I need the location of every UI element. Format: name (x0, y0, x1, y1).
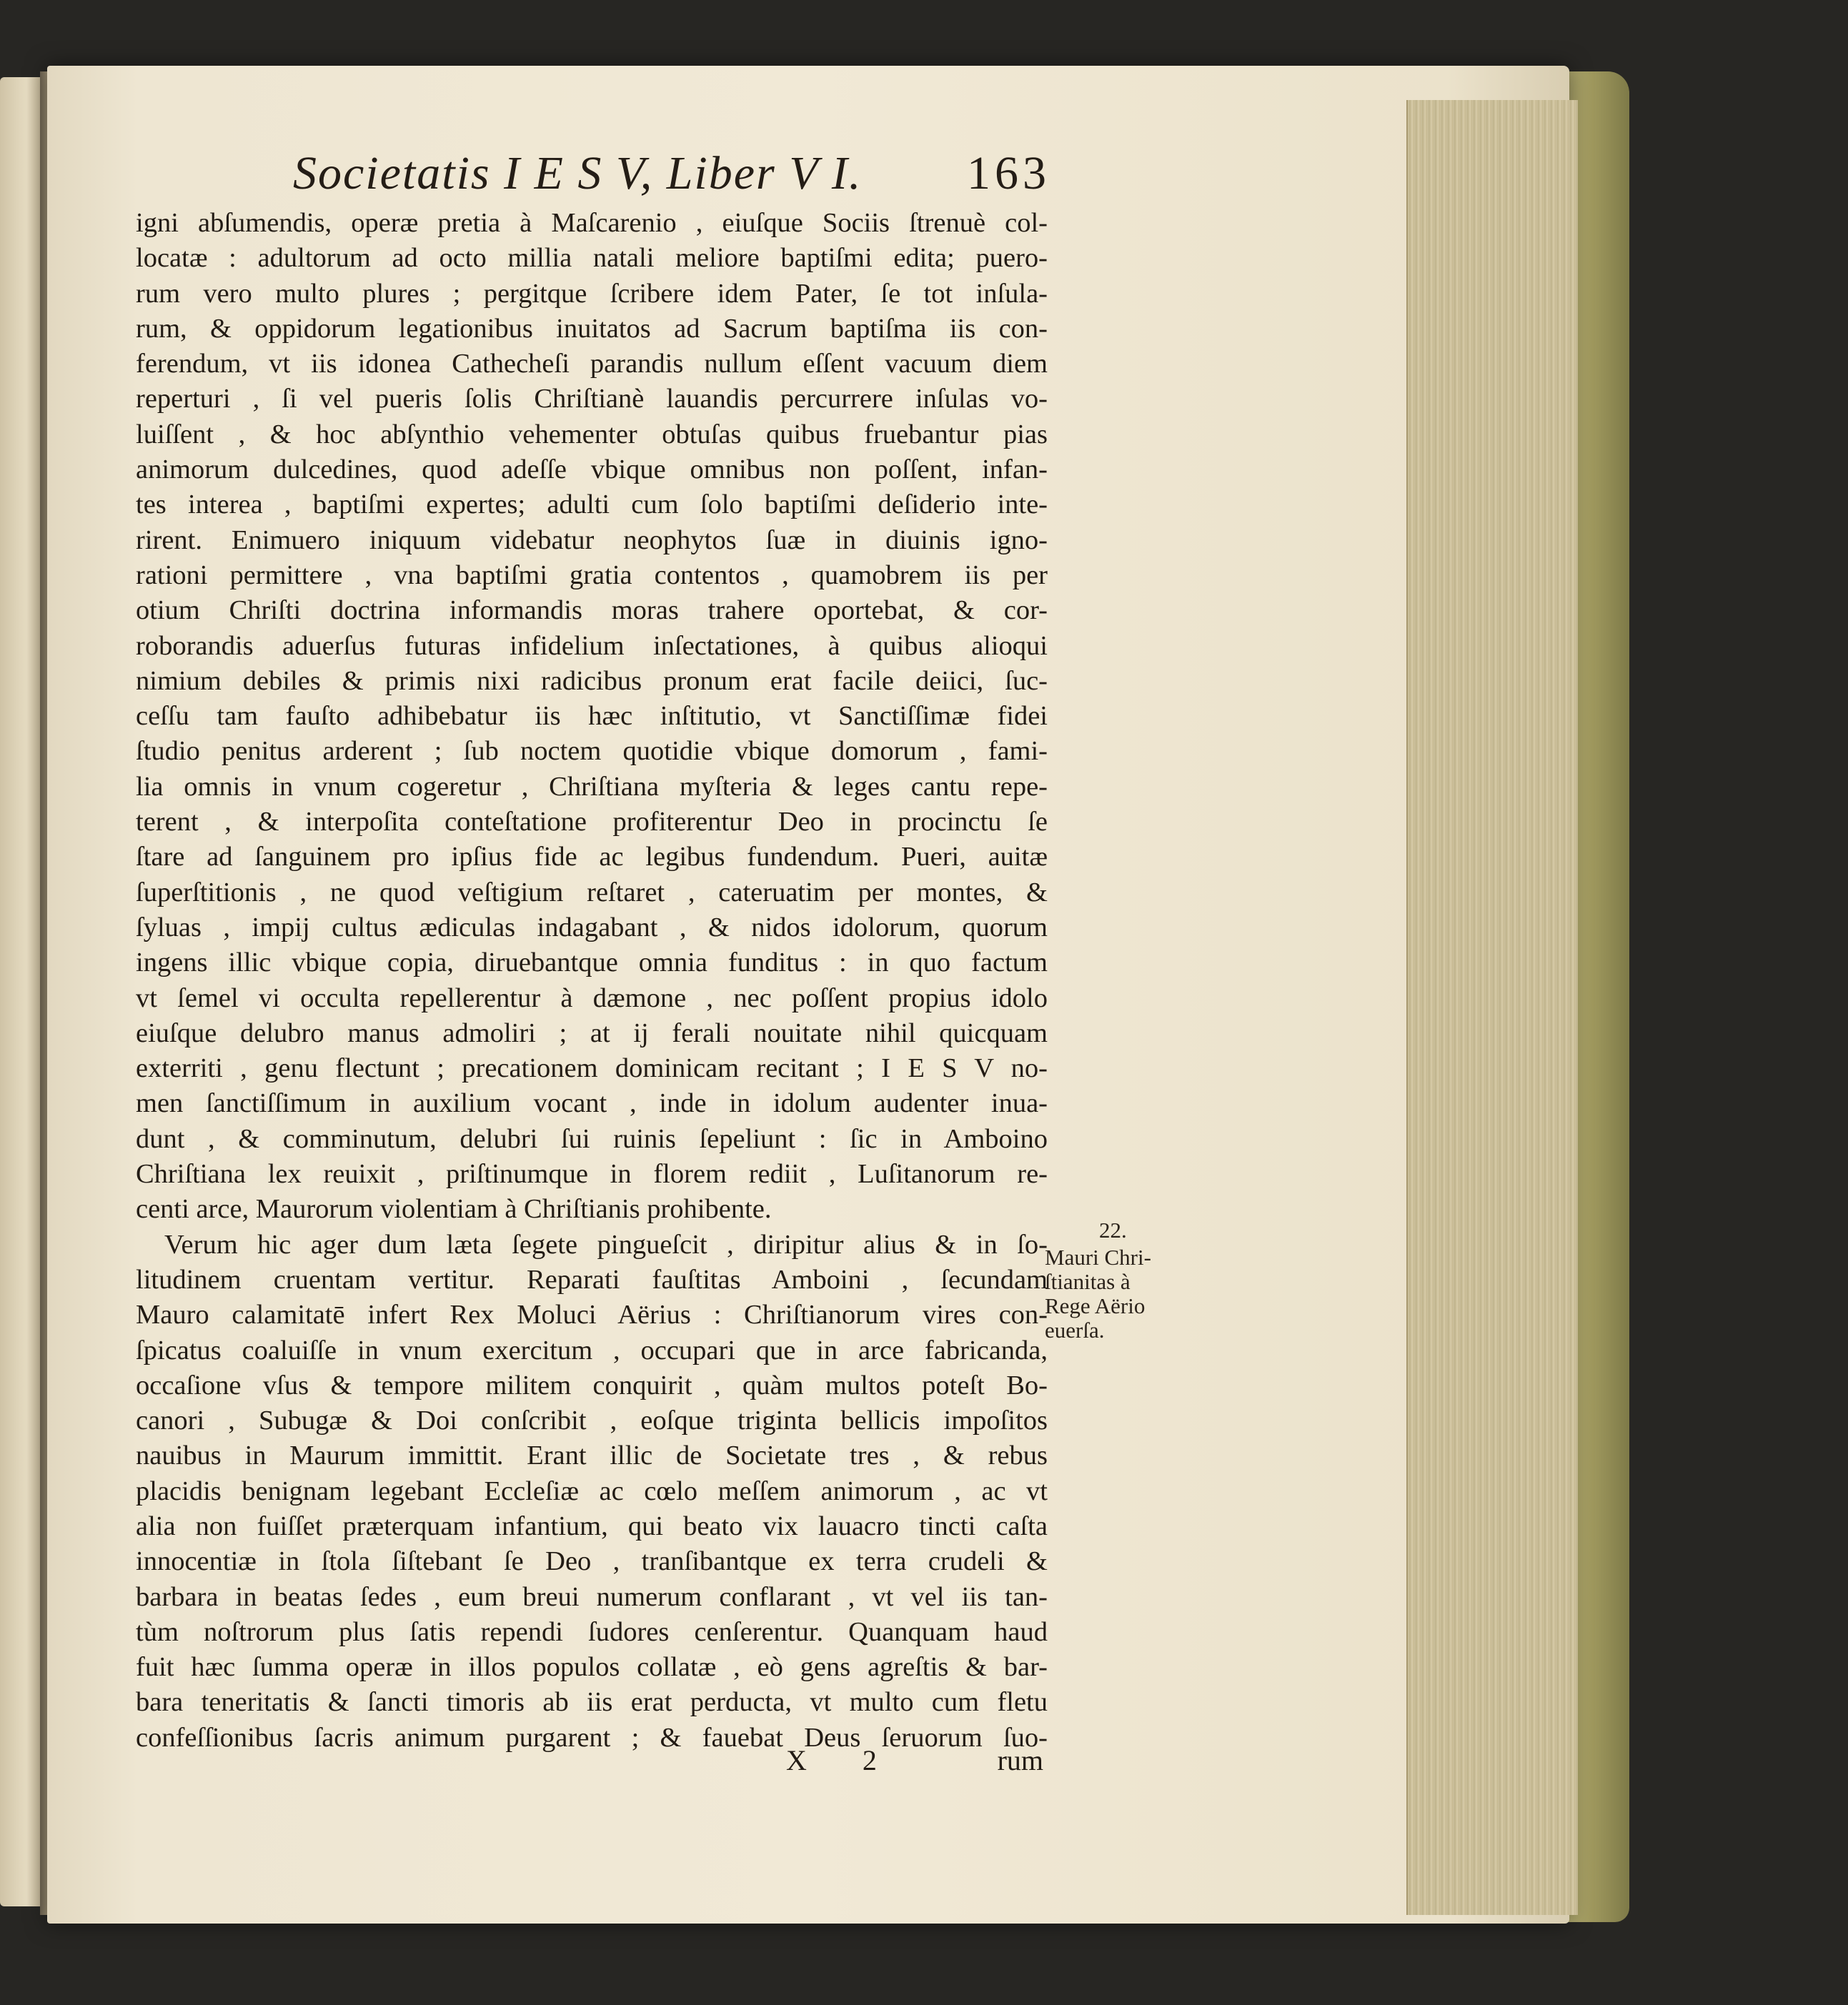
text-line: fuit hæc ſumma operæ in illos populos collatæ , eò gens agreſtis & bar- (136, 1652, 1048, 1683)
text-line: ceſſu tam fauſto adhibebatur iis hæc inſtitutio, vt Sanctiſſimæ fidei (136, 701, 1048, 732)
text-line: Chriſtiana lex reuixit , priſtinumque in florem rediit , Luſitanorum re- (136, 1159, 1048, 1190)
text-line: exterriti , genu flectunt ; precationem dominicam recitant ; I E S V no- (136, 1053, 1048, 1084)
text-line: rum vero multo plures ; pergitque ſcribere idem Pater, ſe tot inſula- (136, 278, 1048, 309)
body-text (136, 206, 1048, 1756)
text-line: bara teneritatis & ſancti timoris ab iis erat perducta, vt multo cum fletu (136, 1687, 1048, 1718)
text-line: vt ſemel vi occulta repellerentur à dæmone , nec poſſent propius idolo (136, 982, 1048, 1013)
text-line: reperturi , ſi vel pueris ſolis Chriſtianè lauandis percurrere inſulas vo- (136, 384, 1048, 414)
text-line: rum, & oppidorum legationibus inuitatos ad Sacrum baptiſma iis con- (136, 313, 1048, 344)
text-line: ferendum, vt iis idonea Cathecheſi parandis nullum eſſent vacuum diem (136, 349, 1048, 379)
text-line: locatæ : adultorum ad octo millia natali meliore baptiſmi edita; puero- (136, 243, 1048, 274)
text-line: luiſſent , & hoc abſynthio vehementer obtuſas quibus fruebantur pias (136, 419, 1048, 449)
text-line: eiuſque delubro manus admoliri ; at ij ferali nouitate nihil quicquam (136, 1018, 1048, 1048)
text-line: men ſanctiſſimum in auxilium vocant , inde in idolum audenter inua- (136, 1088, 1048, 1119)
marginal-note-number: 22. (1099, 1218, 1127, 1243)
text-line: ſpicatus coaluiſſe in vnum exercitum , occupari que in arce fabricanda, (136, 1335, 1048, 1365)
text-line: igni abſumendis, operæ pretia à Maſcarenio , eiuſque Sociis ſtrenuè col- (136, 208, 1048, 238)
marginal-note-line: euerſa. (1045, 1318, 1105, 1343)
text-line: rationi permittere , vna baptiſmi gratia contentos , quamobrem iis per (136, 559, 1048, 590)
text-line: innocentiæ in ſtola ſiſtebant ſe Deo , tranſibantque ex terra crudeli & (136, 1546, 1048, 1577)
text-line: dunt , & comminutum, delubri ſui ruinis ſepeliunt : ſic in Amboino (136, 1123, 1048, 1154)
marginal-note-line: Mauri Chri- (1045, 1245, 1151, 1270)
text-line: nimium debiles & primis nixi radicibus pronum erat facile deiici, ſuc- (136, 665, 1048, 696)
running-head (293, 146, 1050, 201)
page-fore-edge (1406, 100, 1578, 1915)
text-line: tùm noſtrorum plus ſatis rependi ſudores cenſerentur. Quanquam haud (136, 1616, 1048, 1647)
text-line: otium Chriſti doctrina informandis moras trahere oportebat, & cor- (136, 595, 1048, 626)
text-line: ſtudio penitus arderent ; ſub noctem quotidie vbique domorum , fami- (136, 736, 1048, 767)
facing-page-edge (0, 77, 44, 1906)
text-line: animorum dulcedines, quod adeſſe vbique omnibus non poſſent, infan- (136, 454, 1048, 485)
text-line: lia omnis in vnum cogeretur , Chriſtiana myſteria & leges cantu repe- (136, 771, 1048, 802)
text-line: nauibus in Maurum immittit. Erant illic de Societate tres , & rebus (136, 1441, 1048, 1471)
text-line: ſtare ad ſanguinem pro ipſius fide ac legibus fundendum. Pueri, auitæ (136, 842, 1048, 872)
text-line: ſuperſtitionis , ne quod veſtigium reſtaret , cateruatim per montes, & (136, 877, 1048, 907)
text-line: Mauro calamitatē infert Rex Moluci Aërius : Chriſtianorum vires con- (136, 1300, 1048, 1330)
text-line: placidis benignam legebant Eccleſiæ ac cœlo meſſem animorum , ac vt (136, 1476, 1048, 1506)
text-line: rirent. Enimuero iniquum videbatur neophytos ſuæ in diuinis igno- (136, 524, 1048, 555)
text-line: occaſione vſus & tempore militem conquirit , quàm multos poteſt Bo- (136, 1370, 1048, 1400)
text-line: canori , Subugæ & Doi conſcribit , eoſque triginta bellicis impoſitos (136, 1406, 1048, 1436)
text-line: Verum hic ager dum læta ſegete pingueſcit , diripitur alius & in ſo- (164, 1229, 1048, 1260)
text-line: alia non fuiſſet præterquam infantium, qui beato vix lauacro tincti caſta (136, 1511, 1048, 1541)
running-title: Societatis I E S V, Liber V I. (293, 147, 863, 199)
marginal-note (1045, 1218, 1173, 1343)
text-line: ingens illic vbique copia, diruebantque omnia funditus : in quo factum (136, 947, 1048, 978)
page-number: 163 (967, 147, 1050, 199)
text-line: ſyluas , impij cultus ædiculas indagabant , & nidos idolorum, quorum (136, 912, 1048, 942)
page-footer (786, 1743, 1043, 1779)
marginal-note-line: ſtianitas à (1045, 1269, 1131, 1294)
text-line: tes interea , baptiſmi expertes; adulti cum ſolo baptiſmi deſiderio inte- (136, 489, 1048, 520)
catchword: rum (997, 1744, 1043, 1776)
signature-mark: X 2 (786, 1744, 901, 1776)
text-line: centi arce, Maurorum violentiam à Chriſtianis prohibente. (136, 1194, 772, 1225)
text-line: litudinem cruentam vertitur. Reparati fauſtitas Amboini , ſecundam (136, 1264, 1048, 1295)
text-line: confeſſionibus ſacris animum purgarent ; & fauebat Deus ſeruorum ſuo- (136, 1722, 1048, 1753)
text-line: barbara in beatas ſedes , eum breui numerum conflarant , vt vel iis tan- (136, 1581, 1048, 1612)
marginal-note-line: Rege Aërio (1045, 1293, 1146, 1318)
text-line: terent , & interpoſita conteſtatione profiterentur Deo in procinctu ſe (136, 807, 1048, 837)
text-line: roborandis aduerſus futuras infidelium inſectationes, à quibus alioqui (136, 630, 1048, 661)
